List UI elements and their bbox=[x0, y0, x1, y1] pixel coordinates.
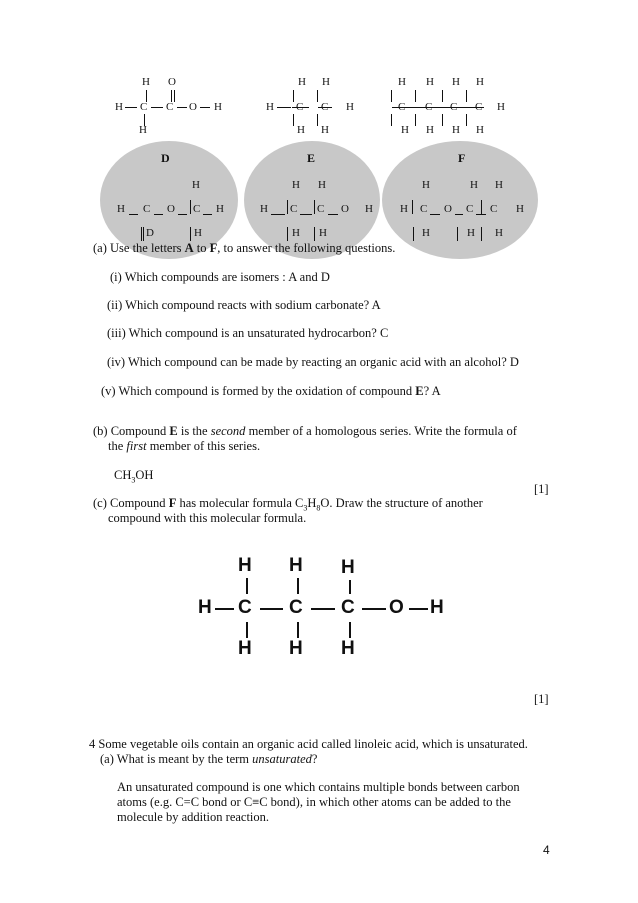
atom: H bbox=[400, 203, 408, 215]
bond bbox=[457, 227, 458, 241]
q4-answer-line-2: atoms (e.g. C=C bond or C≡C bond), in which other atoms can be added to the bbox=[117, 795, 511, 809]
bond bbox=[391, 114, 392, 126]
atom: H bbox=[297, 124, 305, 136]
atom: H bbox=[422, 227, 430, 239]
atom: H bbox=[495, 179, 503, 191]
bond bbox=[300, 214, 312, 215]
part-c-line-2: compound with this molecular formula. bbox=[108, 511, 307, 525]
atom: O bbox=[189, 101, 197, 113]
atom: H bbox=[452, 76, 460, 88]
text: (a) What is meant by the term bbox=[100, 752, 253, 766]
atom: H bbox=[115, 101, 123, 113]
bond bbox=[293, 114, 294, 126]
atom: H bbox=[238, 555, 252, 576]
atom: H bbox=[426, 76, 434, 88]
page-number: 4 bbox=[543, 843, 550, 857]
bond bbox=[200, 107, 210, 108]
bond bbox=[349, 622, 351, 638]
text: first bbox=[126, 439, 147, 453]
text: CH bbox=[114, 468, 132, 482]
atom: H bbox=[516, 203, 524, 215]
atom: H bbox=[142, 76, 150, 88]
atom: H bbox=[346, 101, 354, 113]
atom: H bbox=[192, 179, 200, 191]
text: E bbox=[169, 424, 178, 438]
part-a-item-v bbox=[101, 383, 441, 399]
bond bbox=[392, 107, 484, 108]
text: (v) Which compound is formed by the oxidation of compound bbox=[101, 384, 416, 398]
atom: H bbox=[467, 227, 475, 239]
mark-c: [1] bbox=[534, 692, 549, 706]
atom: H bbox=[260, 203, 268, 215]
atom: H bbox=[398, 76, 406, 88]
part-a-item-ii: (ii) Which compound reacts with sodium carbonate? A bbox=[107, 298, 381, 312]
bond bbox=[362, 608, 386, 610]
bond bbox=[178, 214, 187, 215]
part-a-intro bbox=[93, 240, 395, 256]
bond bbox=[246, 622, 248, 638]
text: 3 bbox=[303, 503, 308, 513]
text: is the bbox=[177, 424, 211, 438]
atom: C bbox=[490, 203, 498, 215]
q4-answer-line-1: An unsaturated compound is one which contains multiple bonds between carbon bbox=[117, 780, 520, 794]
bond bbox=[311, 608, 335, 610]
atom: C bbox=[289, 597, 303, 618]
bond bbox=[415, 114, 416, 126]
text: E bbox=[415, 384, 424, 398]
atom: H bbox=[194, 227, 202, 239]
bond bbox=[409, 608, 428, 610]
text: F bbox=[209, 241, 218, 255]
atom: H bbox=[216, 203, 224, 215]
q4-line-1: 4 Some vegetable oils contain an organic acid called linoleic acid, which is unsaturated. bbox=[89, 737, 528, 751]
label-d: D bbox=[161, 151, 170, 165]
text: F bbox=[168, 496, 177, 510]
bond bbox=[413, 227, 414, 241]
atom: H bbox=[318, 179, 326, 191]
bond bbox=[430, 214, 440, 215]
text: ? A bbox=[423, 384, 441, 398]
bond bbox=[143, 227, 144, 241]
atom: H bbox=[470, 179, 478, 191]
atom: H bbox=[292, 227, 300, 239]
atom: O bbox=[167, 203, 175, 215]
atom: H bbox=[289, 638, 303, 659]
bond bbox=[476, 214, 486, 215]
atom: O bbox=[389, 597, 404, 618]
bond bbox=[277, 107, 291, 108]
atom: H bbox=[476, 76, 484, 88]
bond bbox=[287, 200, 288, 214]
bond bbox=[203, 214, 212, 215]
bond bbox=[297, 578, 299, 594]
text: has molecular formula C bbox=[176, 496, 304, 510]
bond bbox=[455, 214, 463, 215]
part-b-line-2 bbox=[108, 438, 260, 454]
atom: H bbox=[365, 203, 373, 215]
part-a-item-iv: (iv) Which compound can be made by reacting an organic acid with an alcohol? D bbox=[107, 355, 519, 369]
text: , to answer the following questions. bbox=[217, 241, 396, 255]
text: A bbox=[184, 241, 194, 255]
atom: H bbox=[238, 638, 252, 659]
bond bbox=[314, 227, 315, 241]
text: O. Draw the structure of another bbox=[320, 496, 483, 510]
atom: H bbox=[198, 597, 212, 618]
bond bbox=[293, 90, 294, 102]
bond bbox=[314, 200, 315, 214]
atom: C bbox=[466, 203, 474, 215]
atom: O bbox=[444, 203, 452, 215]
atom: H bbox=[322, 76, 330, 88]
text: ? bbox=[311, 752, 318, 766]
atom: H bbox=[139, 124, 147, 136]
atom: H bbox=[422, 179, 430, 191]
atom: O bbox=[168, 76, 176, 88]
q4-answer-line-3: molecule by addition reaction. bbox=[117, 810, 270, 824]
bond bbox=[177, 107, 187, 108]
text: OH bbox=[135, 468, 154, 482]
atom: H bbox=[117, 203, 125, 215]
bond bbox=[391, 90, 392, 102]
atom: O bbox=[341, 203, 349, 215]
atom: H bbox=[401, 124, 409, 136]
part-b-line-1 bbox=[93, 423, 517, 439]
bond bbox=[151, 107, 163, 108]
atom: H bbox=[298, 76, 306, 88]
bond bbox=[297, 622, 299, 638]
bond bbox=[481, 200, 482, 214]
bond bbox=[466, 114, 467, 126]
label-f: F bbox=[458, 151, 466, 165]
atom: H bbox=[319, 227, 327, 239]
bond bbox=[442, 114, 443, 126]
label-e: E bbox=[307, 151, 316, 165]
atom: C bbox=[143, 203, 151, 215]
bond bbox=[190, 227, 191, 241]
atom: C bbox=[317, 203, 325, 215]
atom: H bbox=[495, 227, 503, 239]
bond bbox=[174, 90, 175, 102]
bond bbox=[328, 214, 338, 215]
bond bbox=[412, 200, 413, 214]
text: 3 bbox=[131, 475, 136, 485]
q4-line-2 bbox=[100, 751, 317, 767]
atom: H bbox=[426, 124, 434, 136]
bond bbox=[442, 90, 443, 102]
bond bbox=[154, 214, 163, 215]
bond bbox=[481, 227, 482, 241]
bond bbox=[349, 580, 351, 594]
text: H bbox=[307, 496, 317, 510]
bond bbox=[287, 227, 288, 241]
bond bbox=[246, 578, 248, 594]
bond bbox=[190, 200, 191, 214]
part-a-item-i: (i) Which compounds are isomers : A and D bbox=[110, 270, 330, 284]
mark-b: [1] bbox=[534, 482, 549, 496]
atom: H bbox=[452, 124, 460, 136]
text: (b) Compound bbox=[93, 424, 170, 438]
atom: C bbox=[166, 101, 174, 113]
atom: H bbox=[214, 101, 222, 113]
bond bbox=[318, 107, 332, 108]
bond bbox=[466, 90, 467, 102]
text: 8 bbox=[316, 503, 321, 513]
text: member of this series. bbox=[146, 439, 261, 453]
bond bbox=[292, 107, 309, 108]
atom: H bbox=[341, 638, 355, 659]
atom: H bbox=[476, 124, 484, 136]
bond bbox=[415, 90, 416, 102]
bond bbox=[129, 214, 138, 215]
bond bbox=[317, 90, 318, 102]
atom: H bbox=[266, 101, 274, 113]
atom: H bbox=[430, 597, 444, 618]
text: member of a homologous series. Write the formula of bbox=[245, 424, 517, 438]
text: second bbox=[210, 424, 246, 438]
part-b-answer bbox=[114, 467, 153, 489]
atom: H bbox=[497, 101, 505, 113]
atom: C bbox=[290, 203, 298, 215]
atom: C bbox=[193, 203, 201, 215]
atom: C bbox=[238, 597, 252, 618]
text: (c) Compound bbox=[93, 496, 169, 510]
atom: C bbox=[420, 203, 428, 215]
bond bbox=[125, 107, 137, 108]
atom: D bbox=[146, 227, 154, 239]
text: (a) Use the letters bbox=[93, 241, 185, 255]
bond bbox=[260, 608, 283, 610]
bond bbox=[271, 214, 285, 215]
text: the bbox=[108, 439, 127, 453]
bond bbox=[317, 114, 318, 126]
atom: C bbox=[341, 597, 355, 618]
atom: H bbox=[292, 179, 300, 191]
atom: C bbox=[140, 101, 148, 113]
part-a-item-iii: (iii) Which compound is an unsaturated hydrocarbon? C bbox=[107, 326, 389, 340]
atom: H bbox=[321, 124, 329, 136]
atom: H bbox=[341, 557, 355, 578]
bond bbox=[215, 608, 234, 610]
bond bbox=[141, 227, 142, 241]
text: to bbox=[193, 241, 210, 255]
atom: H bbox=[289, 555, 303, 576]
text: unsaturated bbox=[252, 752, 312, 766]
